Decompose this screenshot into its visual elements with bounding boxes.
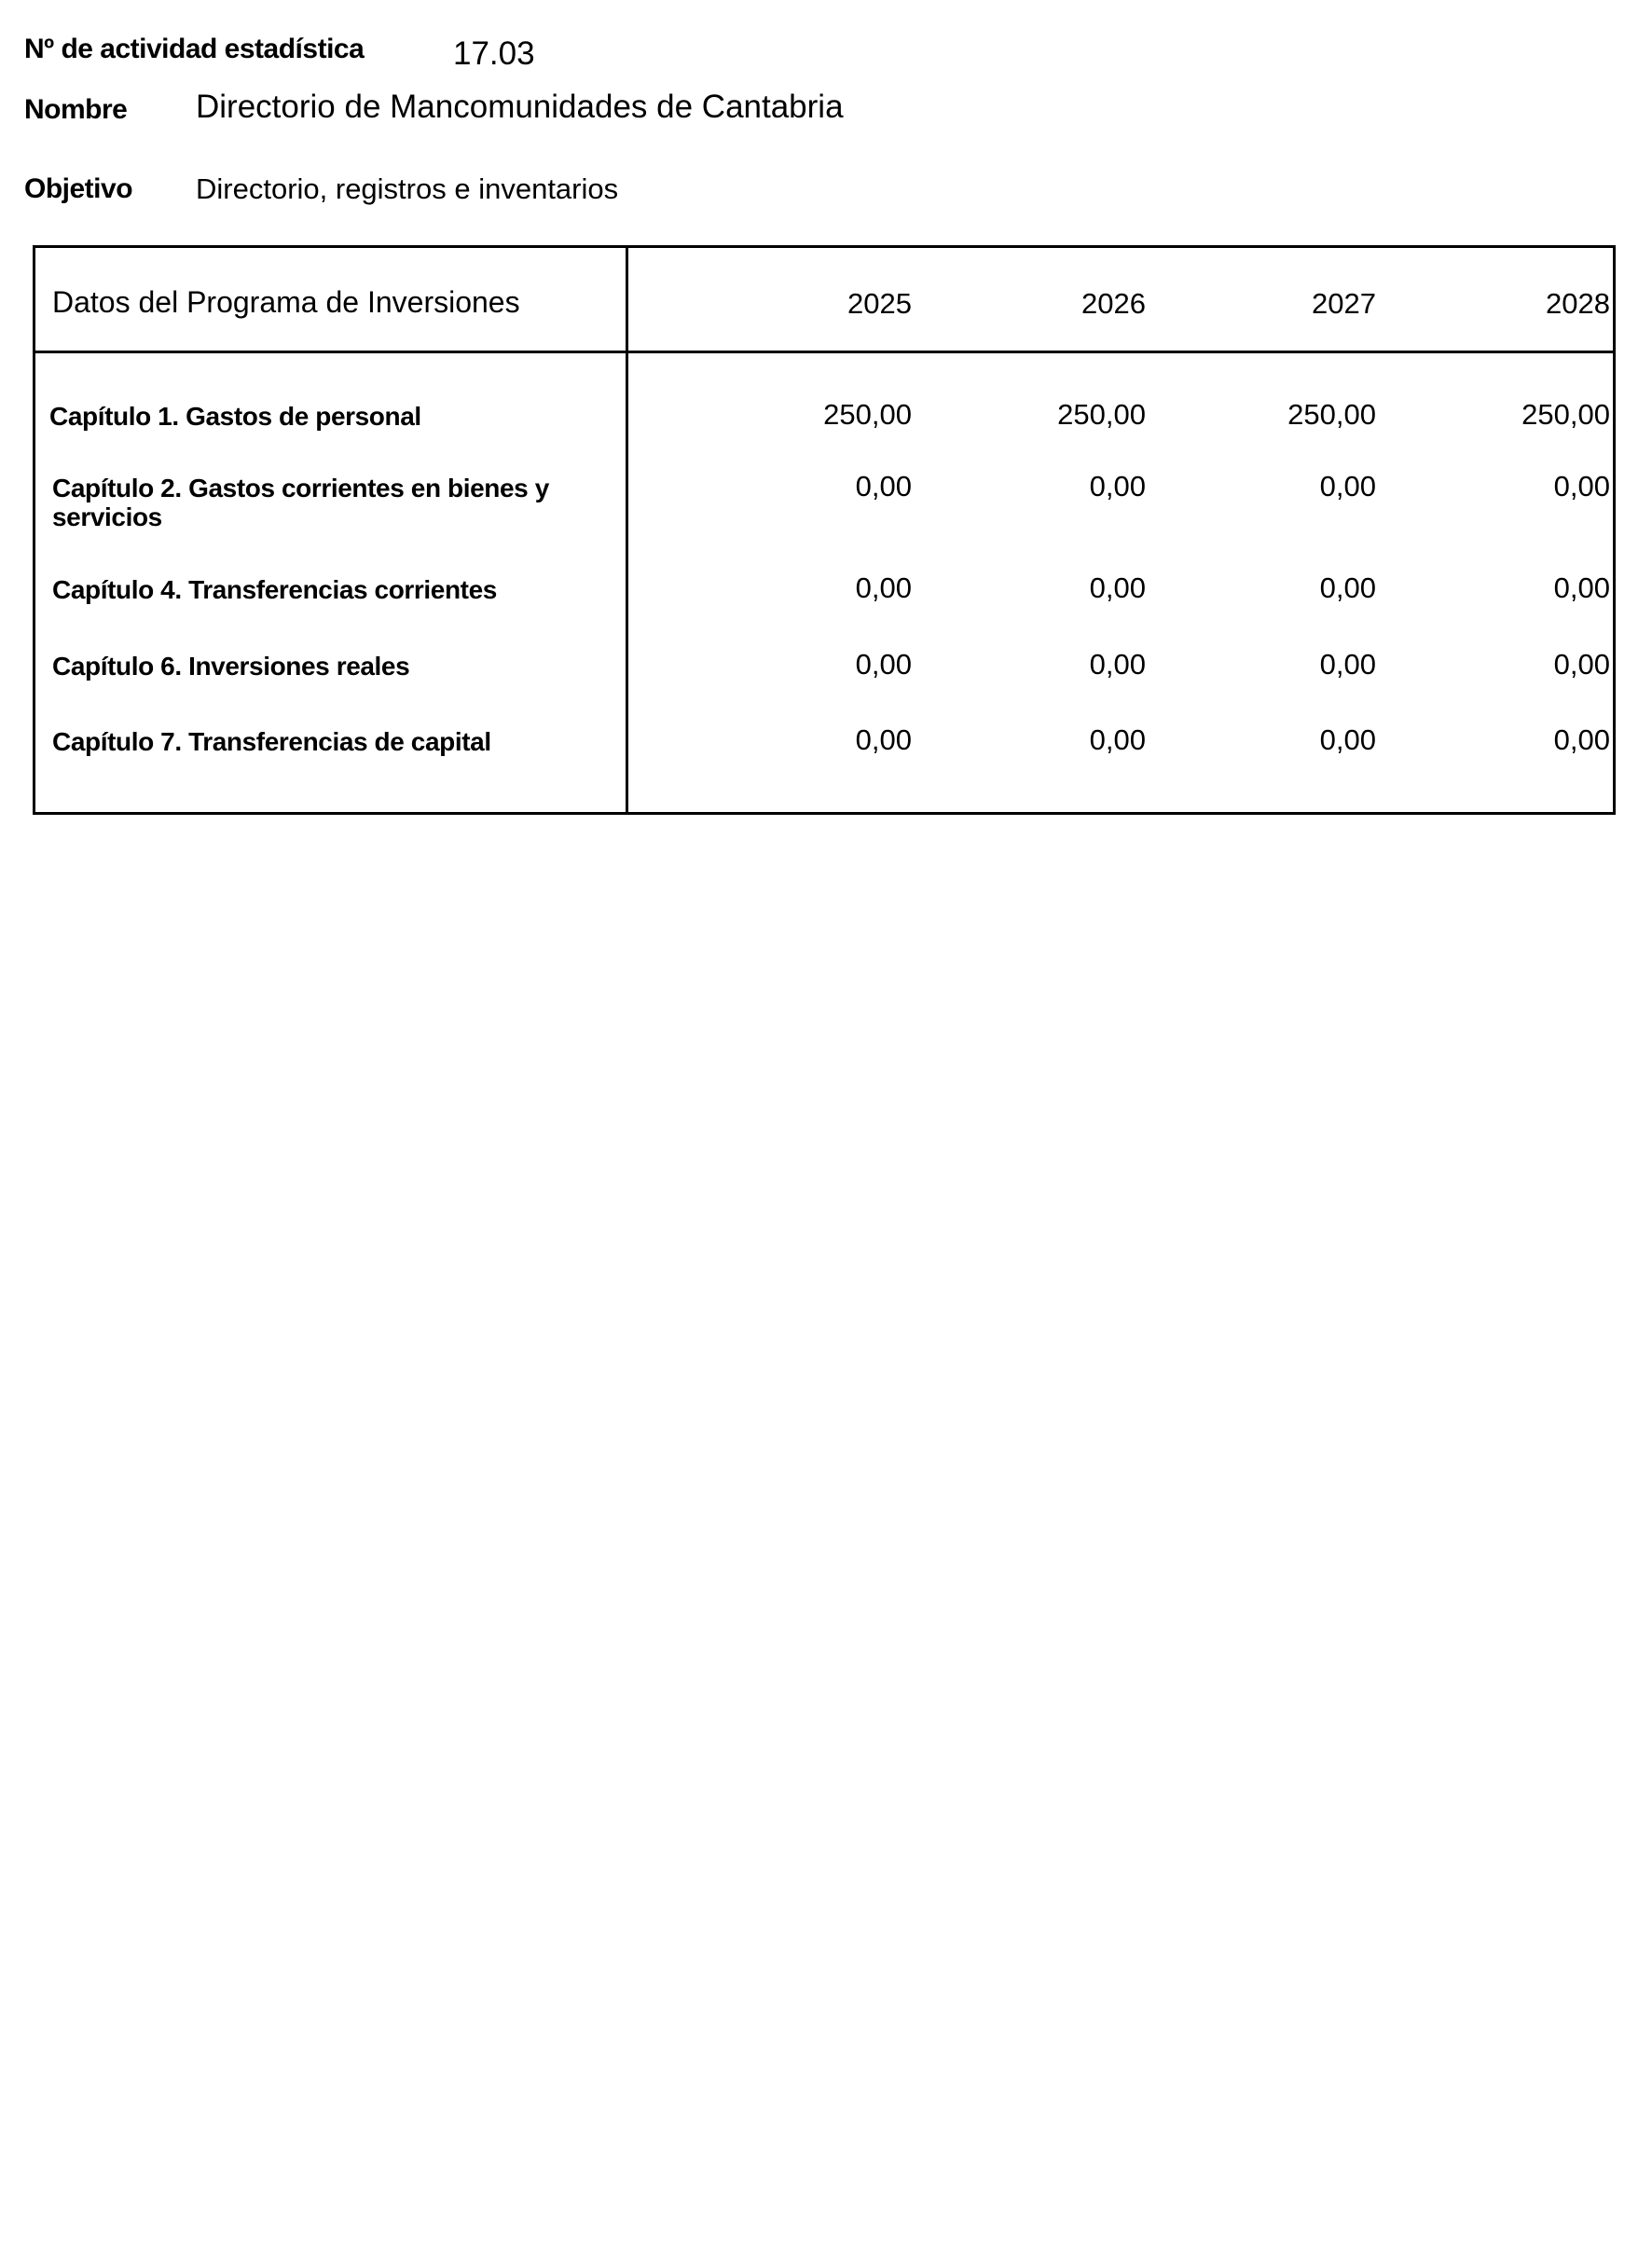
- table-row-label: Capítulo 6. Inversiones reales: [52, 652, 410, 681]
- table-cell: 0,00: [1089, 470, 1146, 502]
- table-cell: 250,00: [1287, 398, 1376, 431]
- table-header-divider: [35, 351, 1613, 353]
- table-row-label: Capítulo 4. Transferencias corrientes: [52, 575, 497, 604]
- year-header-2025: 2025: [847, 287, 912, 320]
- table-cell: 0,00: [1089, 723, 1146, 756]
- table-cell: 0,00: [855, 470, 912, 502]
- table-row-label: Capítulo 7. Transferencias de capital: [52, 727, 491, 756]
- table-row-label: Capítulo 1. Gastos de personal: [49, 402, 421, 431]
- activity-number-label: Nº de actividad estadística: [24, 34, 365, 64]
- objective-value: Directorio, registros e inventarios: [196, 172, 619, 205]
- table-cell: 0,00: [1089, 571, 1146, 604]
- table-cell: 0,00: [855, 571, 912, 604]
- name-value: Directorio de Mancomunidades de Cantabria: [196, 89, 844, 125]
- table-column-divider: [626, 248, 628, 812]
- table-cell: 0,00: [855, 648, 912, 681]
- table-title: Datos del Programa de Inversiones: [52, 285, 520, 319]
- table-cell: 0,00: [1553, 571, 1610, 604]
- objective-label: Objetivo: [24, 173, 133, 204]
- table-cell: 0,00: [1553, 648, 1610, 681]
- table-cell: 250,00: [1057, 398, 1146, 431]
- year-header-2027: 2027: [1312, 287, 1376, 320]
- table-cell: 0,00: [855, 723, 912, 756]
- table-cell: 0,00: [1319, 723, 1376, 756]
- table-cell: 250,00: [1521, 398, 1610, 431]
- table-cell: 0,00: [1319, 470, 1376, 502]
- table-cell: 0,00: [1319, 648, 1376, 681]
- name-label: Nombre: [24, 94, 128, 125]
- year-header-2028: 2028: [1546, 287, 1610, 320]
- table-cell: 0,00: [1319, 571, 1376, 604]
- table-row-label: Capítulo 2. Gastos corrientes en bienes y servicios: [52, 474, 549, 531]
- year-header-2026: 2026: [1081, 287, 1146, 320]
- table-cell: 0,00: [1089, 648, 1146, 681]
- table-cell: 250,00: [823, 398, 912, 431]
- activity-number-value: 17.03: [453, 35, 535, 72]
- investment-table: [33, 245, 1616, 815]
- table-cell: 0,00: [1553, 470, 1610, 502]
- table-cell: 0,00: [1553, 723, 1610, 756]
